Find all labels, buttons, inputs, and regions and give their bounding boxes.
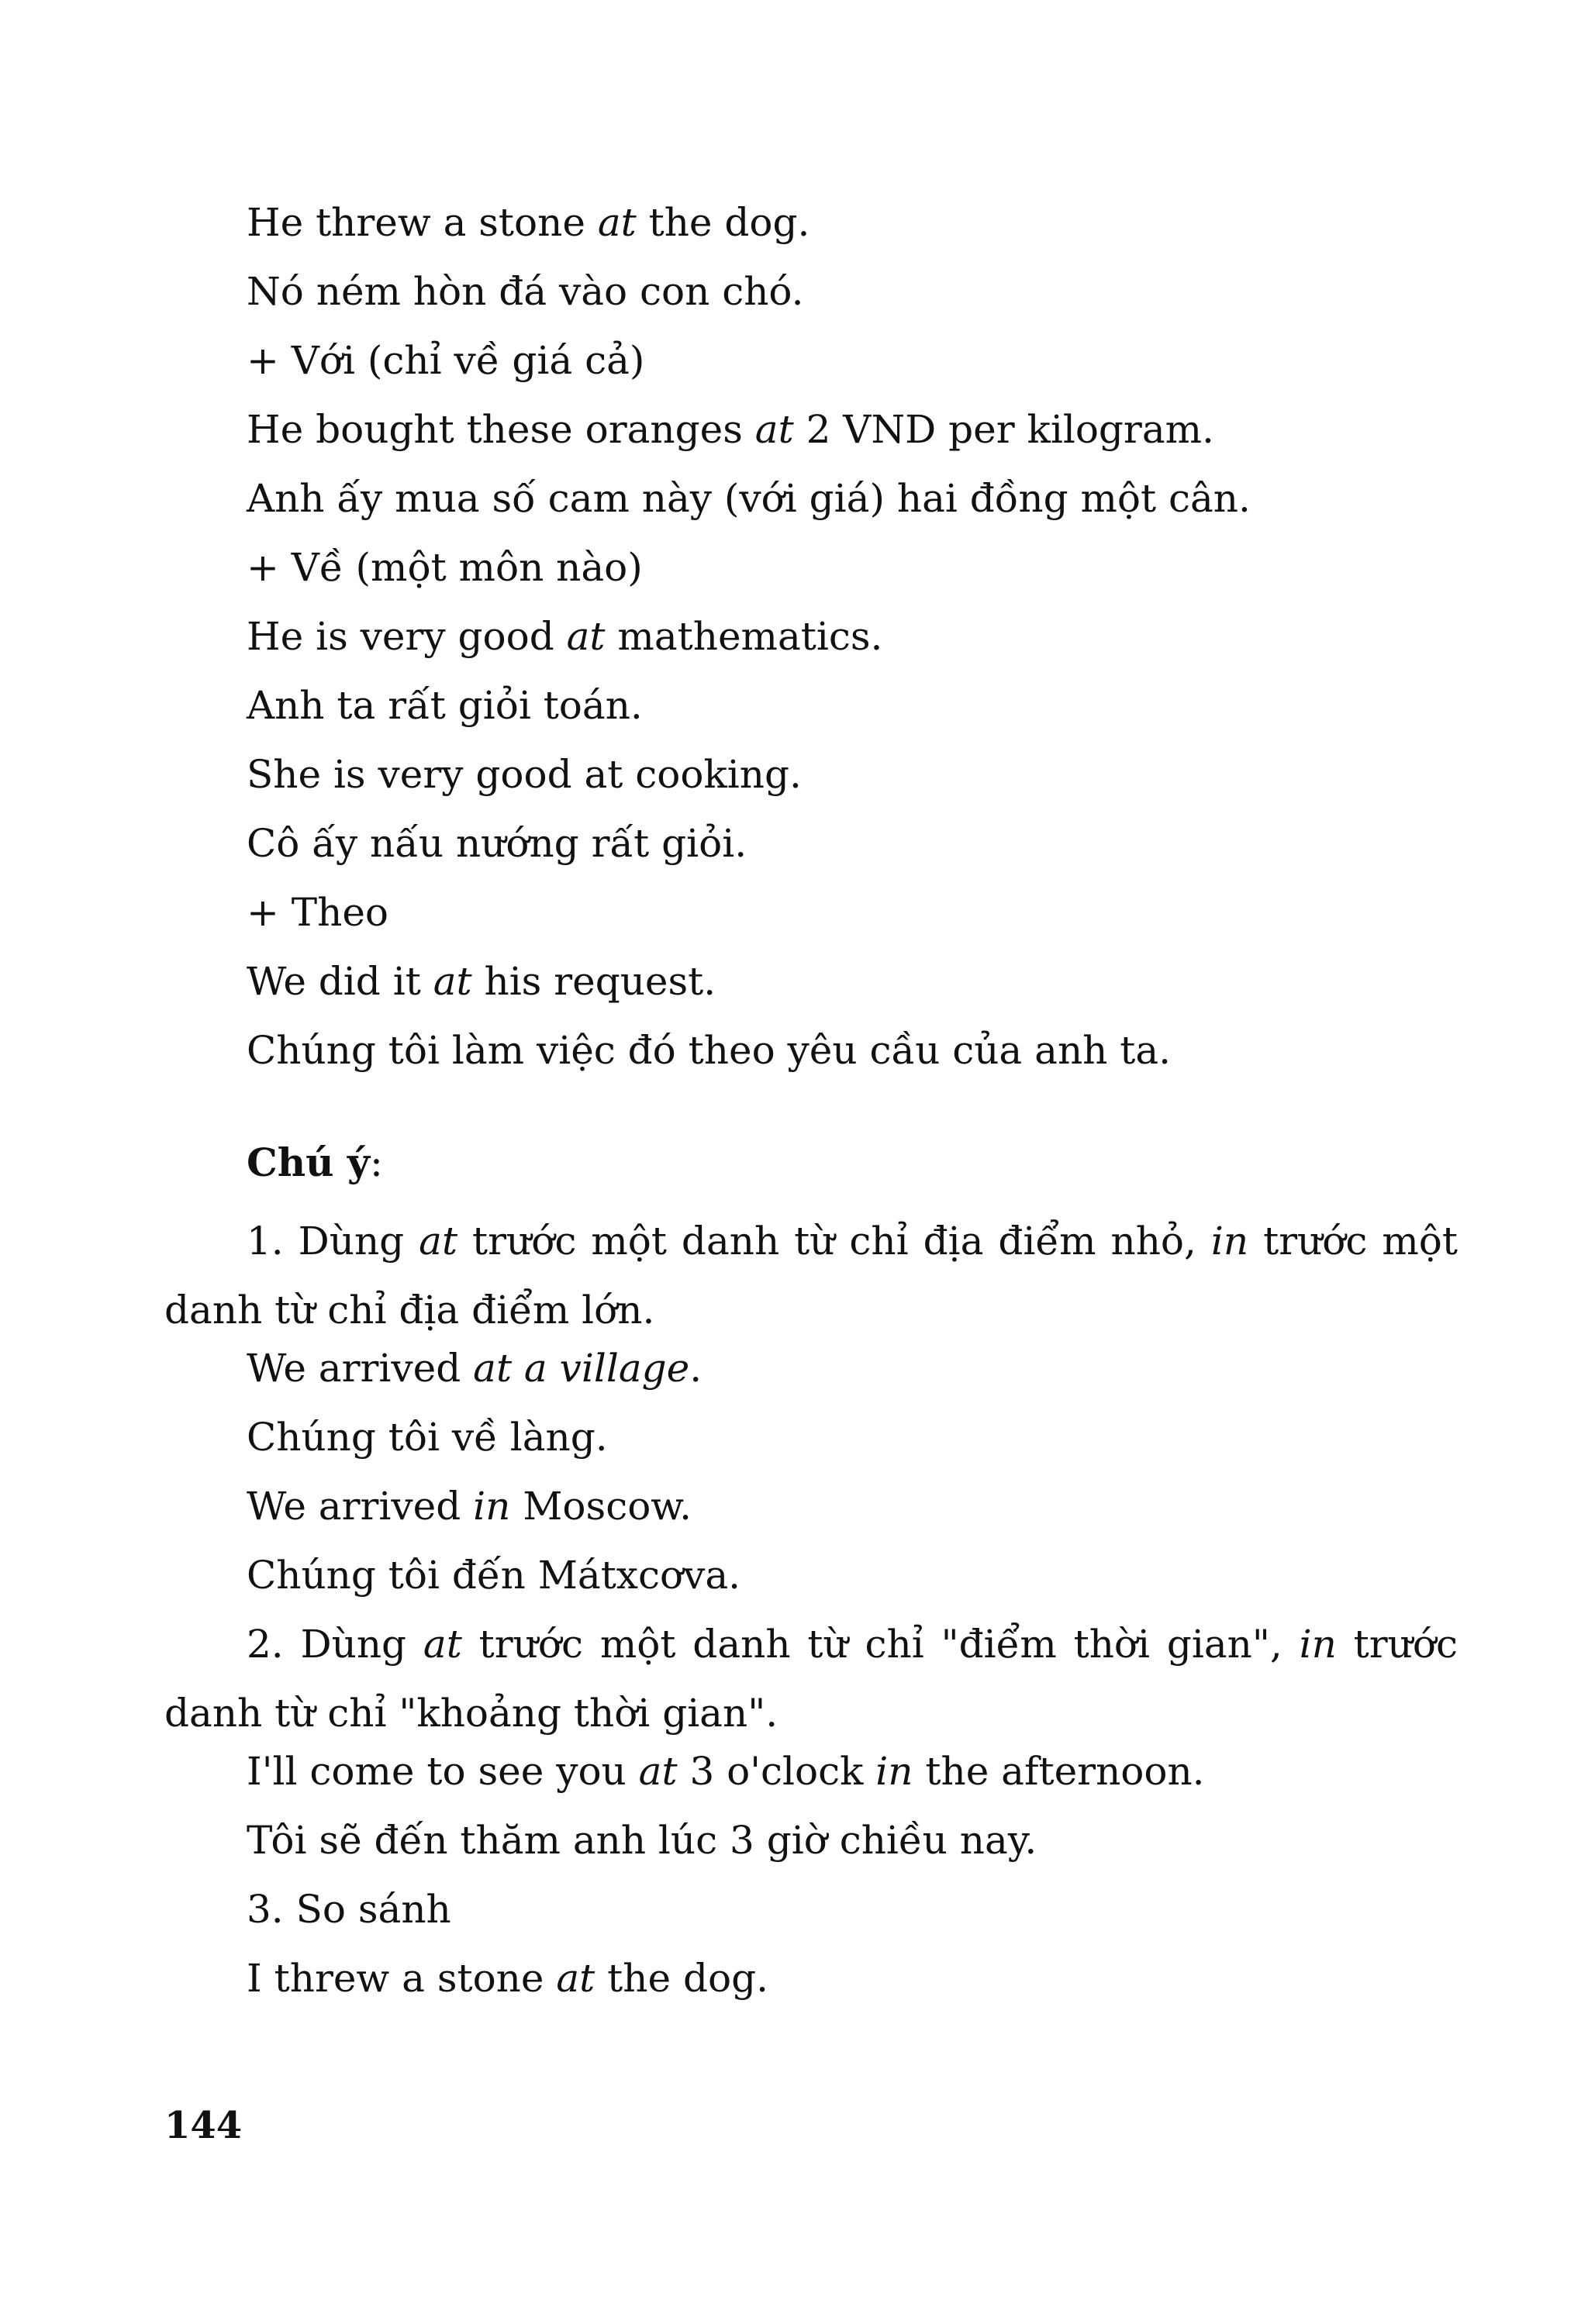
- example-sentence: I'll come to see you at 3 o'clock in the afternoon.: [247, 1749, 1205, 1794]
- translation-line: Chúng tôi đến Mátxcơva.: [247, 1553, 741, 1598]
- translation-line: Nó ném hòn đá vào con chó.: [247, 269, 804, 314]
- example-sentence: He is very good at mathematics.: [247, 614, 883, 659]
- example-sentence: He bought these oranges at 2 VND per kilogram.: [247, 407, 1214, 452]
- note-item-3: 3. So sánh: [247, 1887, 451, 1932]
- translation-line: Anh ta rất giỏi toán.: [247, 683, 643, 728]
- translation-line: Chúng tôi về làng.: [247, 1415, 608, 1460]
- note-item-1: 1. Dùng at trước một danh từ chỉ địa điểm nhỏ, in trước một danh từ chỉ địa điểm lớn.: [164, 1219, 1458, 1333]
- usage-heading: + Về (một môn nào): [247, 545, 643, 590]
- example-sentence: She is very good at cooking.: [247, 752, 802, 797]
- usage-heading: + Theo: [247, 890, 389, 935]
- note-heading: Chú ý:: [247, 1140, 383, 1185]
- translation-line: Cô ấy nấu nướng rất giỏi.: [247, 821, 747, 866]
- note-item-2: 2. Dùng at trước một danh từ chỉ "điểm thời gian", in trước danh từ chỉ "khoảng thời gian".: [164, 1622, 1458, 1736]
- example-sentence: I threw a stone at the dog.: [247, 1956, 768, 2001]
- translation-line: Tôi sẽ đến thăm anh lúc 3 giờ chiều nay.: [247, 1818, 1037, 1863]
- example-sentence: We arrived in Moscow.: [247, 1484, 692, 1529]
- example-sentence: We arrived at a village.: [247, 1346, 703, 1391]
- translation-line: Anh ấy mua số cam này (với giá) hai đồng một cân.: [247, 476, 1251, 521]
- usage-heading: + Với (chỉ về giá cả): [247, 338, 645, 383]
- translation-line: Chúng tôi làm việc đó theo yêu cầu của anh ta.: [247, 1028, 1172, 1073]
- example-sentence: We did it at his request.: [247, 959, 716, 1004]
- page-number: 144: [164, 2104, 243, 2147]
- example-sentence: He threw a stone at the dog.: [247, 200, 810, 245]
